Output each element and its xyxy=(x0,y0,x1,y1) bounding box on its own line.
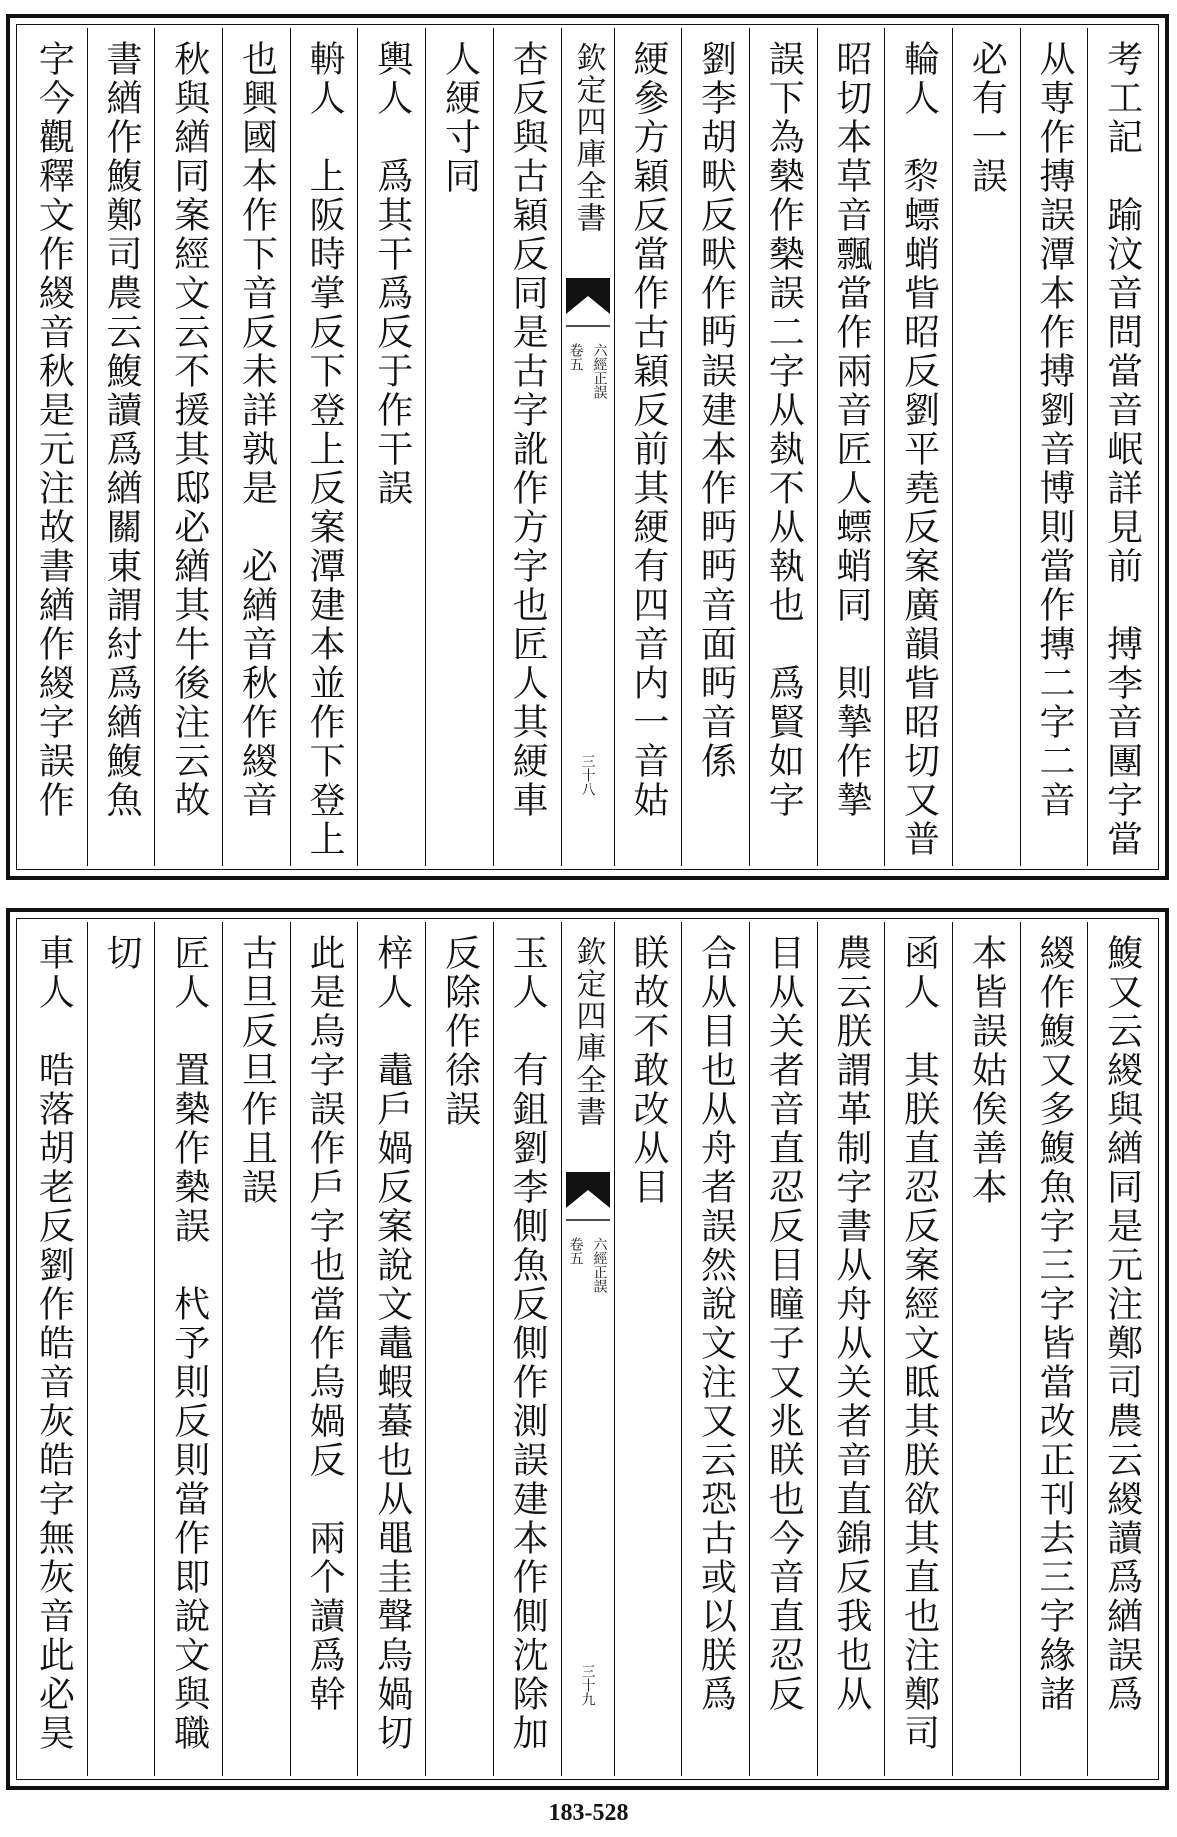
column-text: 輪人 𥟖螵蛸眥昭反劉平堯反案廣韻眥昭切又普 xyxy=(898,40,940,859)
text-column xyxy=(493,28,561,866)
text-column xyxy=(357,922,425,1776)
column-text: 函人 其朕直忍反案經文眡其朕欲其直也注鄭司 xyxy=(898,934,940,1753)
center-book-info xyxy=(566,1237,610,1293)
text-column xyxy=(154,28,222,866)
top-page-panel xyxy=(6,14,1169,880)
text-column xyxy=(87,922,155,1776)
column-text: 劉李胡畎反畎作眄誤建本作眄眄音面眄音係 xyxy=(695,40,737,781)
text-column xyxy=(154,922,222,1776)
column-text: 緵作鰒又多鰒魚字三字皆當改正刊去三字緣諸 xyxy=(1033,934,1075,1714)
column-text: 此是烏字誤作戶字也當作烏媧反 兩个讀爲幹 xyxy=(304,934,346,1714)
column-text: 車人 晧落胡老反劉作皓音灰皓字無灰音此必昊 xyxy=(33,934,75,1753)
center-title: 欽定四庫全書 xyxy=(570,42,606,234)
column-text: 字今觀釋文作緵音秋是元注故書緧作緵字誤作 xyxy=(33,40,75,820)
text-column xyxy=(425,28,493,866)
text-column xyxy=(1087,28,1155,866)
column-text: 目从关者音直忍反目瞳子又兆眹也今音直忍反 xyxy=(763,934,805,1714)
column-text: 昭切本草音飄當作兩音匠人螵蛸同 則摯作摯 xyxy=(830,40,872,820)
column-text: 从専作摶誤潭本作搏劉音博則當作摶二字二音 xyxy=(1033,40,1075,820)
text-column xyxy=(290,28,358,866)
text-column xyxy=(681,922,749,1776)
text-column xyxy=(952,922,1020,1776)
column-text: 輈人 上阪時掌反下登上反案潭建本並作下登上 xyxy=(304,40,346,859)
column-text: 反除作徐誤 xyxy=(439,934,481,1129)
column-text: 秋與緧同案經文云不援其邸必緧其牛後注云故 xyxy=(168,40,210,820)
text-column xyxy=(20,922,87,1776)
text-column xyxy=(20,28,87,866)
column-text: 梓人 鼃戶媧反案說文鼃蝦蟇也从黽圭聲烏媧切 xyxy=(371,934,413,1753)
text-column xyxy=(357,28,425,866)
center-volume: 卷五 xyxy=(567,343,584,371)
column-text: 綆參方穎反當作古穎反前其綆有四音内一音姑 xyxy=(627,40,669,820)
text-column xyxy=(884,28,952,866)
column-text: 匠人 置槷作槷誤 杙予則反則當作即說文與職 xyxy=(168,934,210,1753)
text-column xyxy=(614,28,682,866)
text-column xyxy=(1087,922,1155,1776)
center-folio-number: 三十九 xyxy=(579,1664,596,1706)
column-text: 考工記 踰汶音問當音岷詳見前 搏李音團字當 xyxy=(1101,40,1143,859)
text-column xyxy=(222,28,290,866)
column-text: 必有一誤 xyxy=(966,40,1008,196)
text-column xyxy=(749,28,817,866)
bottom-page-panel xyxy=(6,908,1169,1790)
text-column xyxy=(749,922,817,1776)
center-fold-column xyxy=(561,922,614,1776)
text-column xyxy=(681,28,749,866)
text-column xyxy=(952,28,1020,866)
text-column xyxy=(817,28,885,866)
center-fold-column xyxy=(561,28,614,866)
text-column xyxy=(1020,28,1088,866)
center-folio-number: 三十八 xyxy=(579,754,596,796)
column-text: 也興國本作下音反未詳孰是 必緧音秋作緵音 xyxy=(236,40,278,820)
center-book-info xyxy=(566,343,610,399)
page-number: 183-528 xyxy=(548,1800,629,1826)
bottom-text-columns xyxy=(20,922,1155,1776)
text-column xyxy=(222,922,290,1776)
center-book-name: 六經正誤 xyxy=(591,1237,608,1293)
column-text: 誤下為槷作槷誤二字从埶不从執也 爲賢如字 xyxy=(763,40,805,820)
center-volume: 卷五 xyxy=(567,1237,584,1265)
column-text: 合从目也从舟者誤然說文注又云恐古或以朕爲 xyxy=(695,934,737,1714)
column-text: 人綆寸同 xyxy=(439,40,481,196)
center-title: 欽定四庫全書 xyxy=(570,936,606,1128)
column-text: 鰒又云緵與緧同是元注鄭司農云緵讀爲緧誤爲 xyxy=(1101,934,1143,1714)
text-column xyxy=(87,28,155,866)
column-text: 農云朕謂革制字書从舟从关者音直錦反我也从 xyxy=(830,934,872,1714)
fish-tail-icon xyxy=(566,1172,610,1222)
column-text: 本皆誤姑俟善本 xyxy=(966,934,1008,1207)
column-text: 眹故不敢改从目 xyxy=(627,934,669,1207)
text-column xyxy=(290,922,358,1776)
column-text: 玉人 有鉏劉李側魚反側作測誤建本作側沈除加 xyxy=(507,934,549,1753)
center-book-name: 六經正誤 xyxy=(591,343,608,399)
text-column xyxy=(1020,922,1088,1776)
column-text: 杏反與古穎反同是古字訛作方字也匠人其綆車 xyxy=(507,40,549,820)
text-column xyxy=(493,922,561,1776)
top-text-columns xyxy=(20,28,1155,866)
fish-tail-icon xyxy=(566,278,610,328)
column-text: 輿人 爲其干爲反于作干誤 xyxy=(371,40,413,508)
column-text: 書緧作鰒鄭司農云鰒讀爲緧關東謂紂爲緧鰒魚 xyxy=(101,40,143,820)
text-column xyxy=(817,922,885,1776)
text-column xyxy=(884,922,952,1776)
text-column xyxy=(614,922,682,1776)
column-text: 古旦反旦作且誤 xyxy=(236,934,278,1207)
text-column xyxy=(425,922,493,1776)
column-text: 切 xyxy=(101,934,143,973)
